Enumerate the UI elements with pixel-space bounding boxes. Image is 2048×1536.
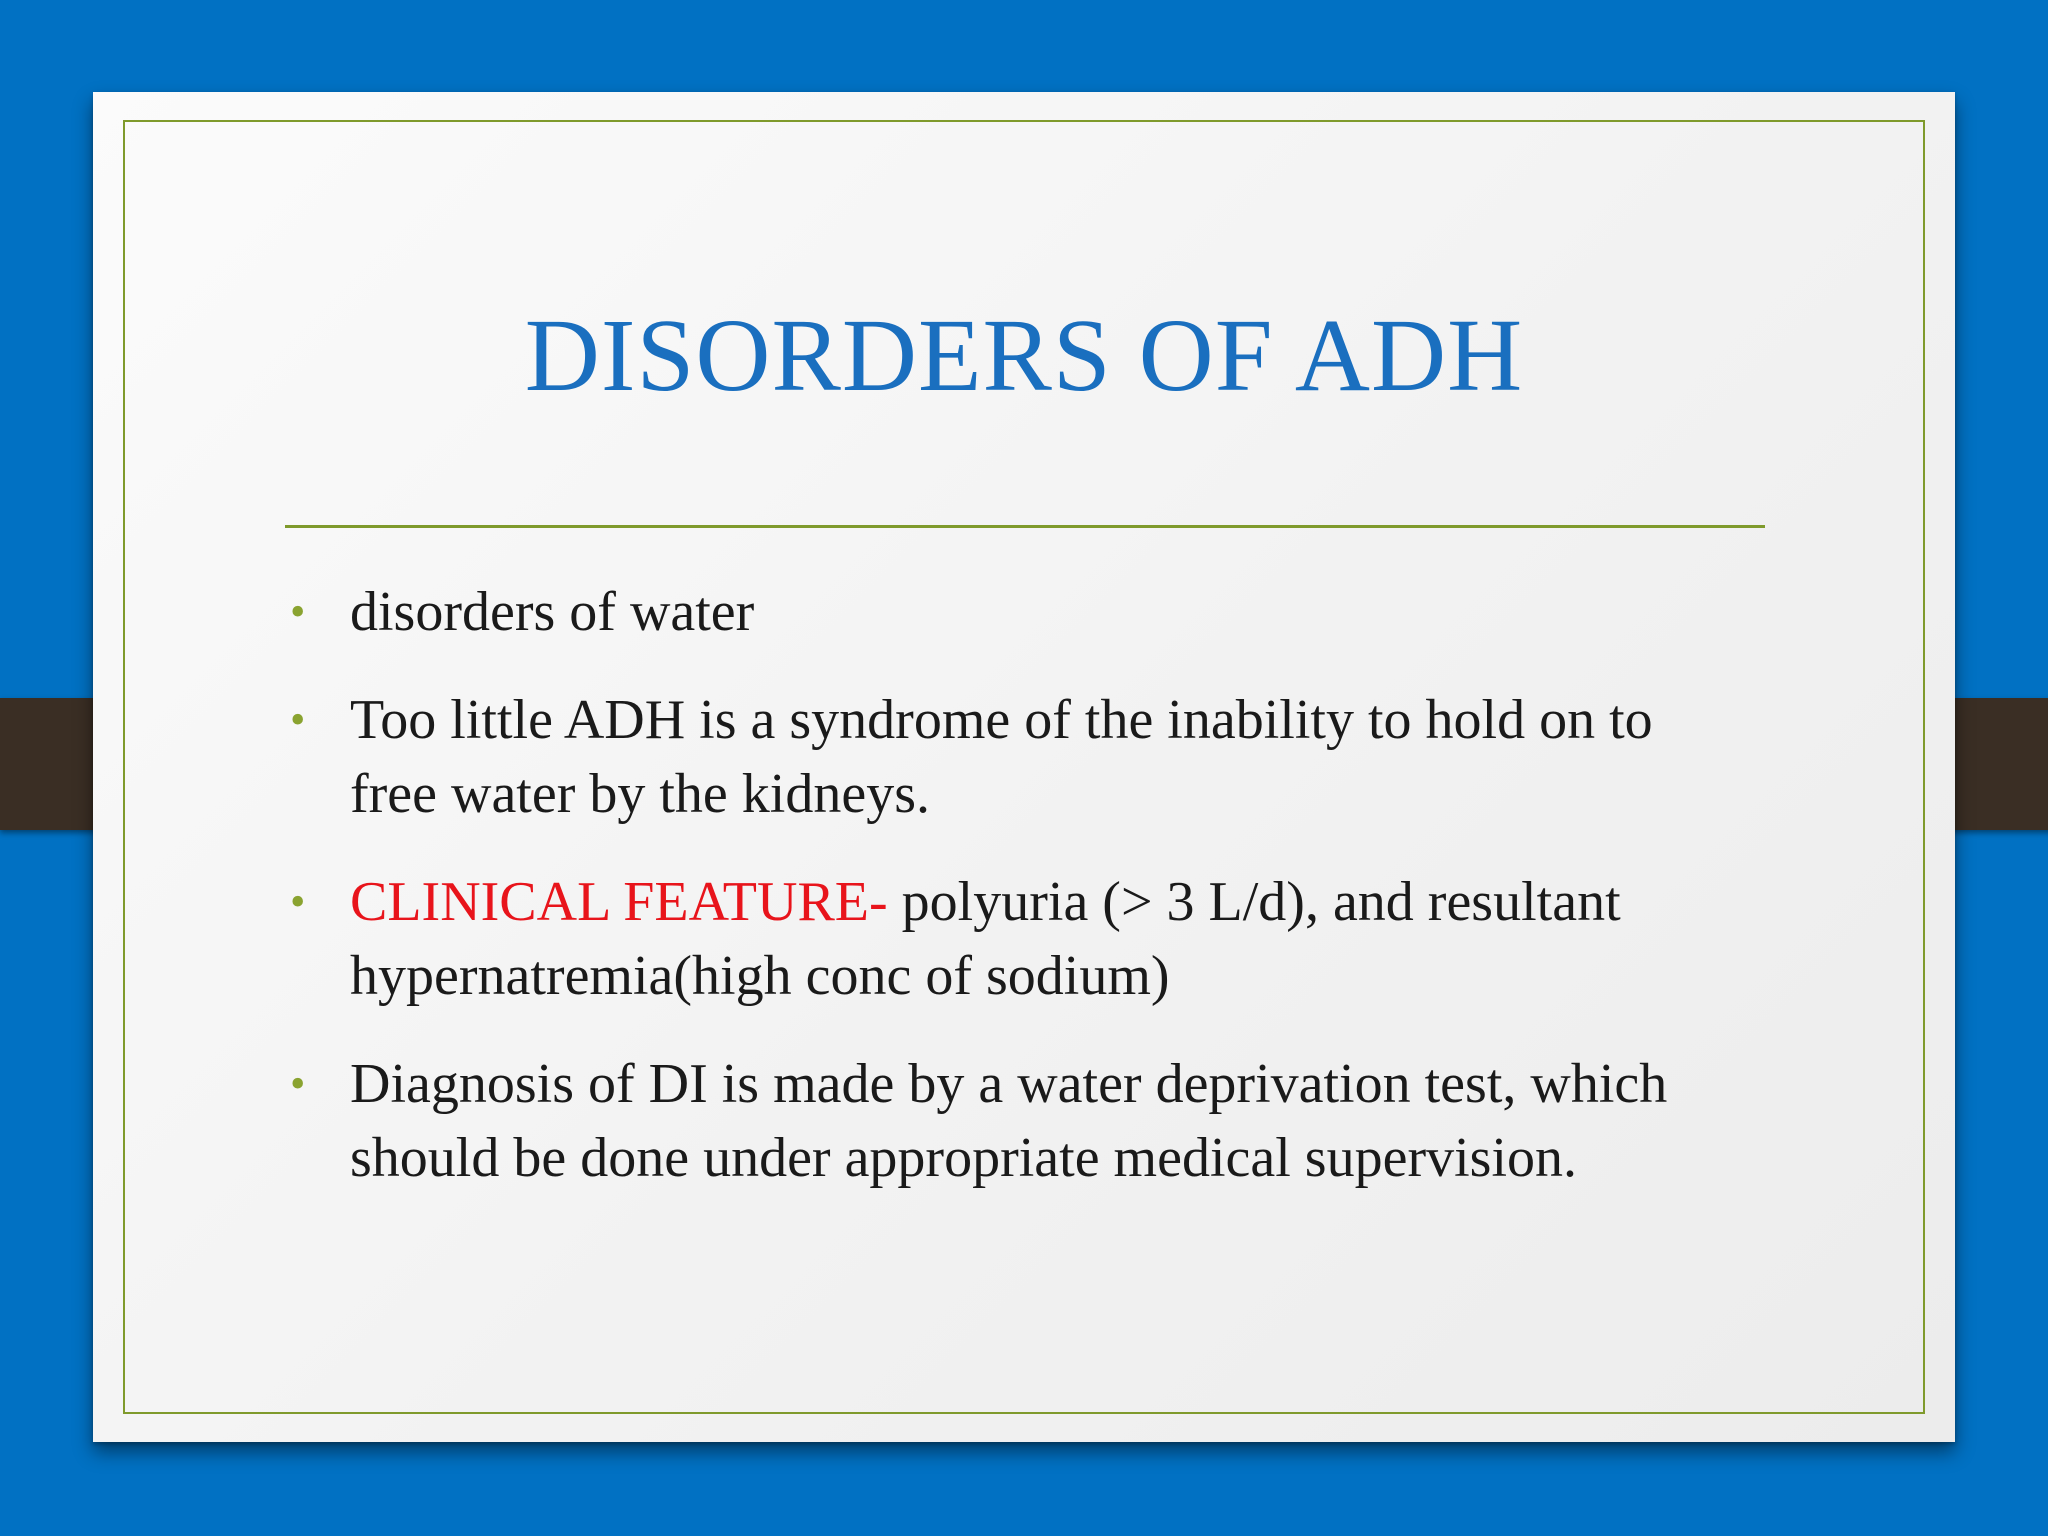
bullet-item [290,683,1750,831]
bullet-highlight: CLINICAL FEATURE- [350,871,888,933]
bullet-dot-icon: • [290,587,306,636]
bullet-item [290,1047,1750,1195]
bullet-dot-icon: • [290,877,306,926]
bullet-text: disorders of water [350,581,755,643]
bullet-text: polyuria (> 3 L/d), and resultant hypernatremia(high conc of sodium) [350,871,1621,1007]
slide-title: DISORDERS OF ADH [524,298,1524,413]
bullet-item [290,865,1750,1013]
bullet-text: Diagnosis of DI is made by a water deprivation test, which should be done under appropriate medical supervision. [350,1053,1668,1189]
bullet-dot-icon: • [290,695,306,744]
bullet-dot-icon: • [290,1059,306,1108]
bullet-item [290,575,1750,649]
bullet-text: Too little ADH is a syndrome of the inability to hold on to free water by the kidneys. [350,689,1653,825]
title-divider [285,525,1765,528]
bullet-list [290,575,1750,1229]
